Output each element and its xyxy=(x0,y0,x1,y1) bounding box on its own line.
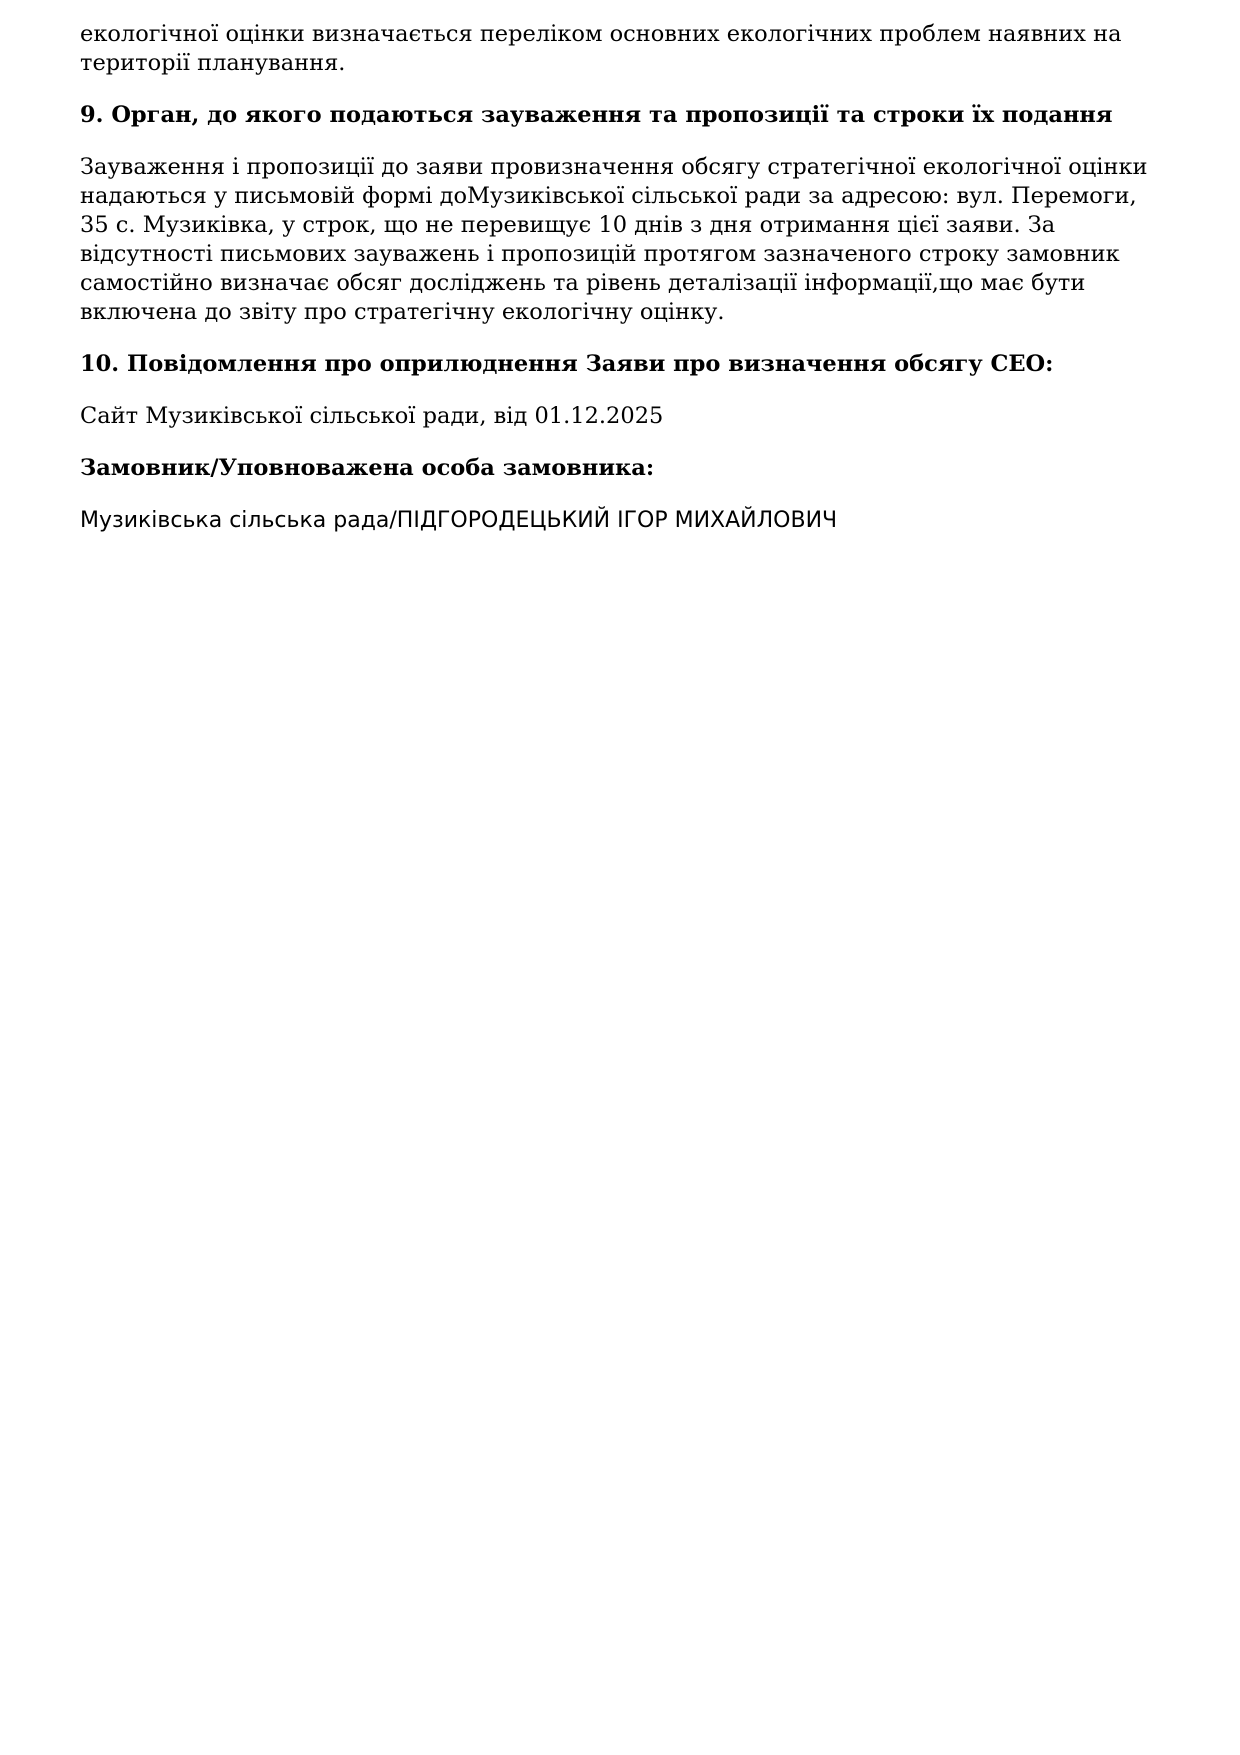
section-10-body: Сайт Музиківської сільської ради, від 01.12.2025 xyxy=(80,403,664,429)
section-9-heading: 9. Орган, до якого подаються зауваження та пропозиції та строки їх подання xyxy=(80,102,1113,128)
customer-value: Музиківська сільська рада/ПІДГОРОДЕЦЬКИЙ ІГОР МИХАЙЛОВИЧ xyxy=(80,508,838,533)
customer-heading: Замовник/Уповноважена особа замовника: xyxy=(80,455,655,481)
section-10-heading: 10. Повідомлення про оприлюднення Заяви про визначення обсягу СЕО: xyxy=(80,351,1054,377)
document-page xyxy=(80,20,1160,558)
intro-paragraph: екологічної оцінки визначається переліком основних екологічних проблем наявних на території планування. xyxy=(80,21,1122,76)
section-9-body: Зауваження і пропозиції до заяви провизначення обсягу стратегічної екологічної оцінки надаються у письмовій формі доМузиківської сільської ради за адресою: вул. Перемоги, 35 с. Музиківка, у строк, що не перевищує 10 днів з дня отримання цієї заяви. За відсутності письмових зауважень і пропозицій протягом зазначеного строку замовник самостійно визначає обсяг досліджень та рівень деталізації інформації,що має бути включена до звіту про стратегічну екологічну оцінку. xyxy=(80,154,1148,325)
